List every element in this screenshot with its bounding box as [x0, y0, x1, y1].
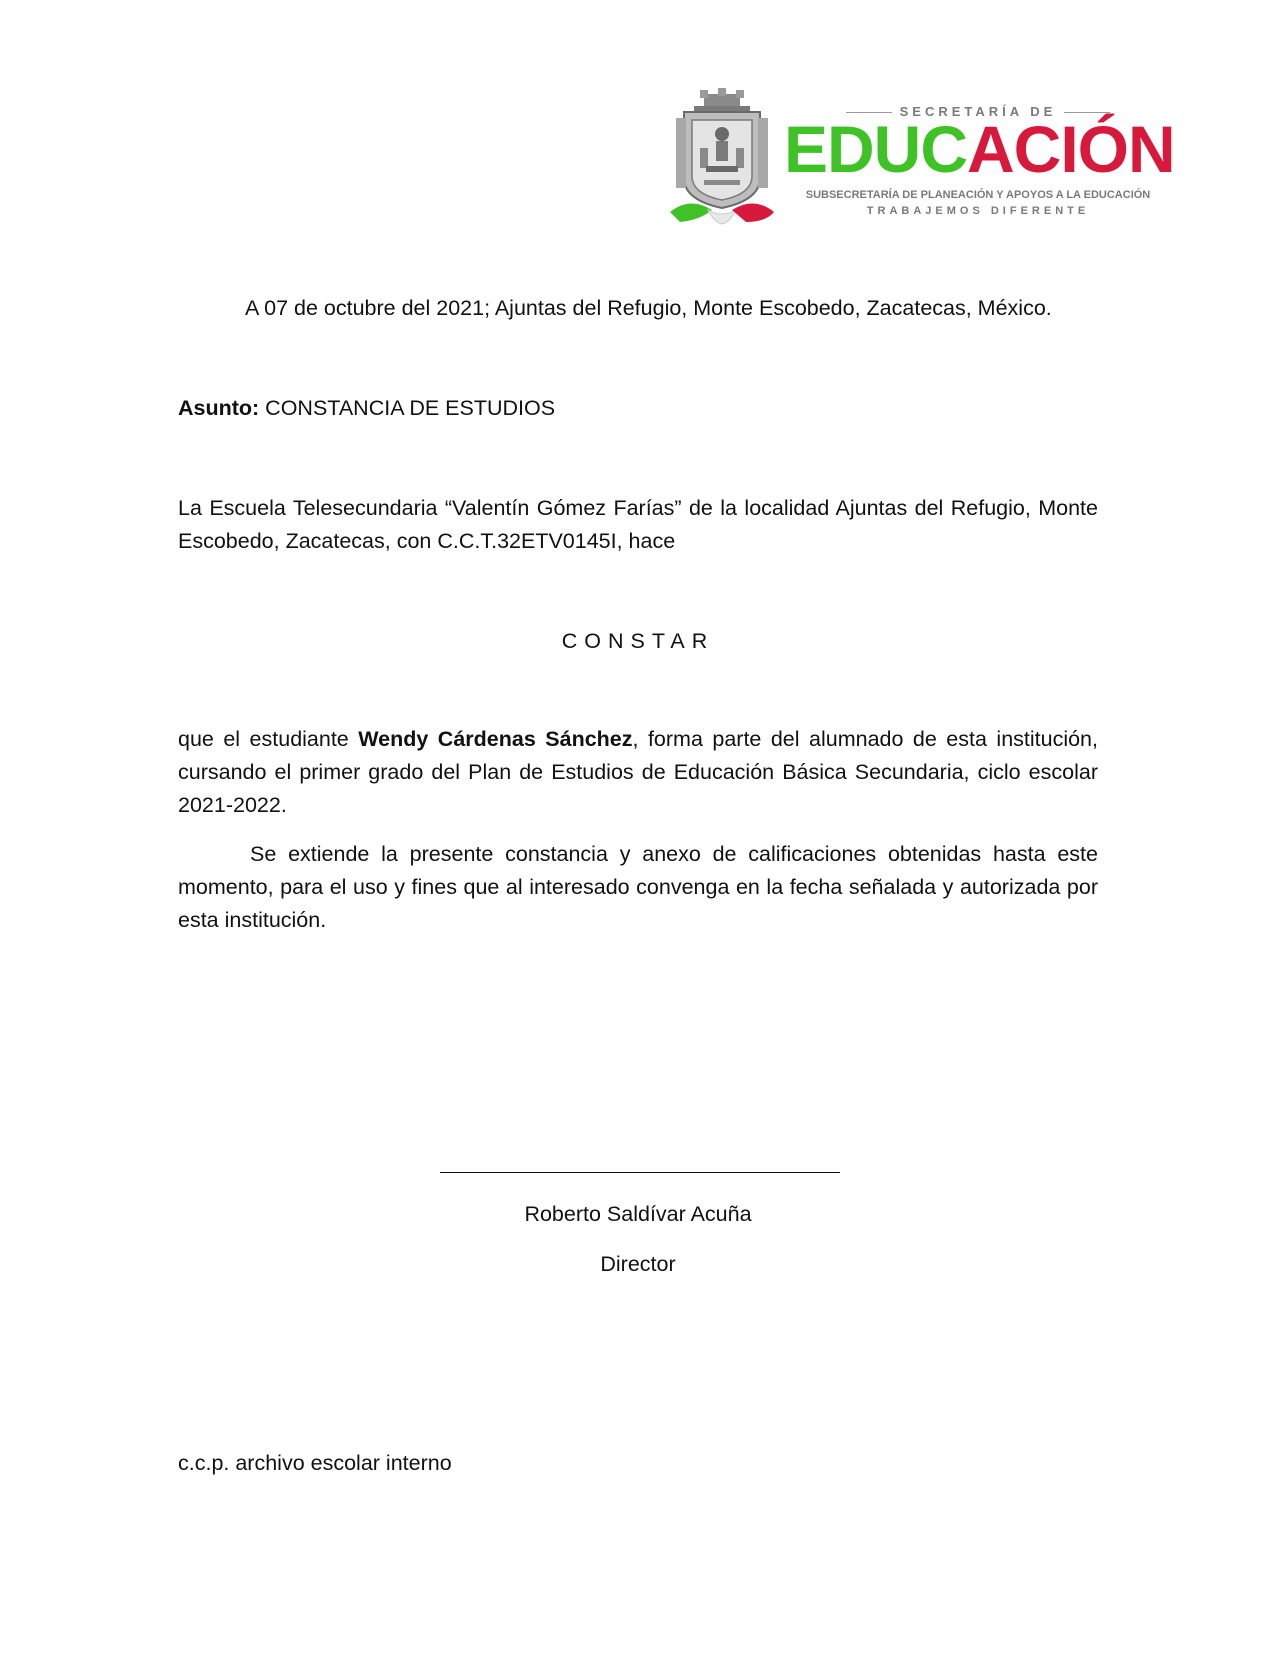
subject-label: Asunto:	[178, 396, 260, 420]
logo-word-red: ACIÓN	[967, 112, 1175, 186]
constar-heading: CONSTAR	[561, 629, 715, 653]
brand-text	[784, 104, 1175, 217]
student-name: Wendy Cárdenas Sánchez	[358, 727, 633, 751]
ccp-line: c.c.p. archivo escolar interno	[178, 1451, 452, 1475]
coat-of-arms-icon	[670, 88, 774, 228]
extension-paragraph: Se extiende la presente constancia y anexo de calificaciones obtenidas hasta este momento, para el uso y fines que al interesado convenga en la fecha señalada y autorizada por esta institución.	[178, 842, 1098, 932]
signer-name: Roberto Saldívar Acuña	[524, 1202, 752, 1226]
logo-subtitle: SUBSECRETARÍA DE PLANEACIÓN Y APOYOS A LA EDUCACIÓN	[805, 189, 1151, 201]
secretaria-educacion-logo	[670, 88, 1175, 228]
logo-top-text: SECRETARÍA DE	[788, 104, 1168, 119]
signature-line	[440, 1172, 840, 1173]
logo-tagline: TRABAJEMOS DIFERENTE	[866, 205, 1090, 217]
student-paragraph-end: , forma parte del alumnado de esta institución, cursando el primer grado del Plan de Estudios de Educación Básica Secundaria, ciclo escolar 2021-2022.	[178, 727, 1098, 817]
date-line: A 07 de octubre del 2021; Ajuntas del Refugio, Monte Escobedo, Zacatecas, México.	[245, 296, 1052, 320]
subject-value: CONSTANCIA DE ESTUDIOS	[259, 396, 556, 420]
subject-line	[178, 392, 1098, 425]
logo-wordmark	[784, 112, 1175, 186]
intro-paragraph: La Escuela Telesecundaria “Valentín Gómez Farías” de la localidad Ajuntas del Refugio, Monte Escobedo, Zacatecas, con C.C.T.32ETV0145I, hace	[178, 496, 1098, 553]
logo-word-green: EDUC	[784, 112, 968, 186]
signer-role: Director	[600, 1252, 676, 1276]
student-paragraph	[178, 723, 1098, 822]
student-paragraph-start: que el estudiante	[178, 727, 359, 751]
